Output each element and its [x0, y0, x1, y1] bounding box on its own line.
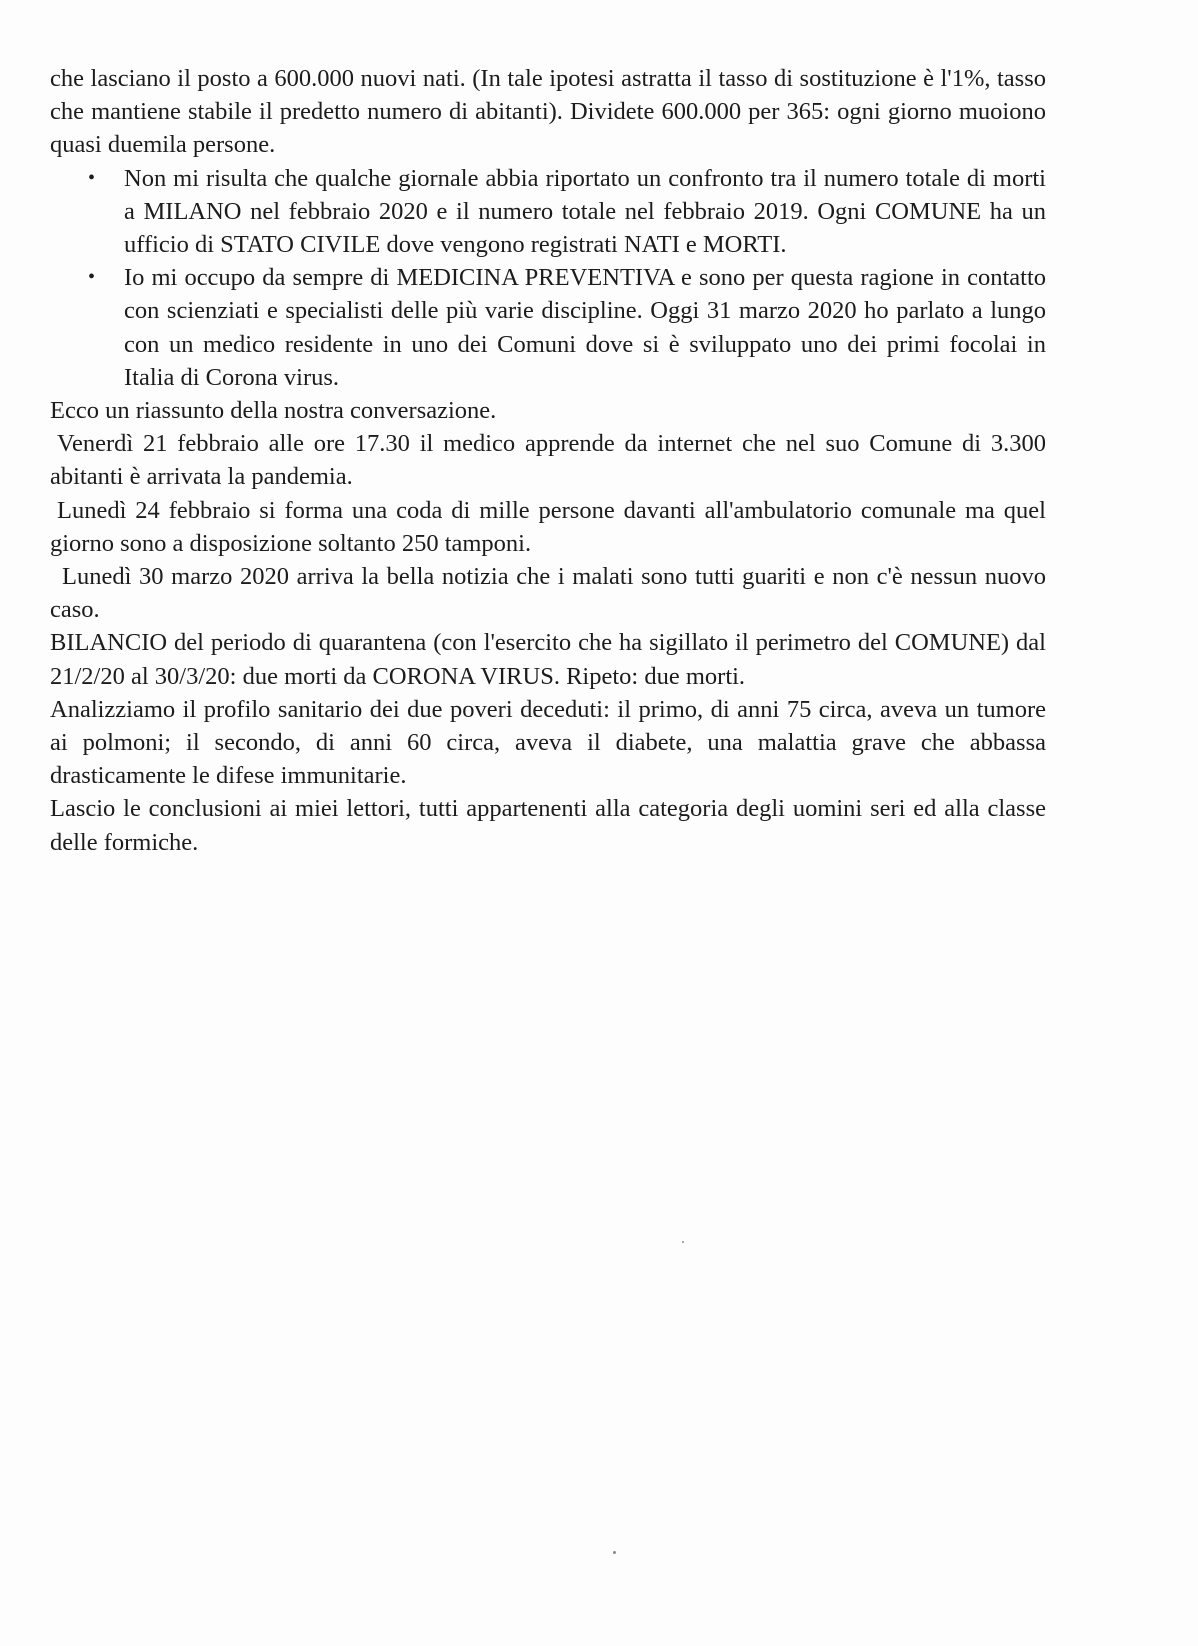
paragraph: Venerdì 21 febbraio alle ore 17.30 il medico apprende da internet che nel suo Comune di 3.300 abitanti è arrivata la pandemia.: [50, 430, 1046, 491]
scan-speck: [613, 1551, 616, 1554]
paragraph: Lascio le conclusioni ai miei lettori, tutti appartenenti alla categoria degli uomini seri ed alla classe delle formiche.: [50, 795, 1046, 856]
paragraph: Analizziamo il profilo sanitario dei due poveri deceduti: il primo, di anni 75 circa, aveva un tumore ai polmoni; il secondo, di anni 60 circa, aveva il diabete, una malattia grave che abbassa drasticamente le difese immunitarie.: [50, 695, 1046, 790]
continuation-paragraph: che lasciano il posto a 600.000 nuovi nati. (In tale ipotesi astratta il tasso di sostituzione è l'1%, tasso che mantiene stabile il predetto numero di abitanti). Dividete 600.000 per 365: ogni giorno muoiono quasi duemila persone.: [50, 65, 1046, 159]
bullet-icon: •: [88, 166, 96, 189]
document-body: [50, 62, 1046, 859]
paragraph: Ecco un riassunto della nostra conversazione.: [50, 397, 497, 425]
bullet-item: [50, 261, 1046, 394]
paragraph: Lunedì 24 febbraio si forma una coda di mille persone davanti all'ambulatorio comunale ma quel giorno sono a disposizione soltanto 250 tamponi.: [50, 496, 1046, 557]
bullet-text: Non mi risulta che qualche giornale abbia riportato un confronto tra il numero totale di morti a MILANO nel febbraio 2020 e il numero totale nel febbraio 2019. Ogni COMUNE ha un ufficio di STATO CIVILE dove vengono registrati NATI e MORTI.: [124, 164, 1046, 259]
bullet-text: Io mi occupo da sempre di MEDICINA PREVENTIVA e sono per questa ragione in contatto con scienziati e specialisti delle più varie discipline. Oggi 31 marzo 2020 ho parlato a lungo con un medico residente in uno dei Comuni dove si è sviluppato uno dei primi focolai in Italia di Corona virus.: [124, 264, 1046, 391]
bullet-list: [50, 162, 1046, 394]
bullet-icon: •: [88, 266, 96, 289]
scan-speck: [682, 1241, 684, 1243]
paragraph: BILANCIO del periodo di quarantena (con l'esercito che ha sigillato il perimetro del COMUNE) dal 21/2/20 al 30/3/20: due morti da CORONA VIRUS. Ripeto: due morti.: [50, 629, 1046, 690]
bullet-item: [50, 162, 1046, 262]
paragraph: Lunedì 30 marzo 2020 arriva la bella notizia che i malati sono tutti guariti e non c'è nessun nuovo caso.: [50, 563, 1046, 624]
